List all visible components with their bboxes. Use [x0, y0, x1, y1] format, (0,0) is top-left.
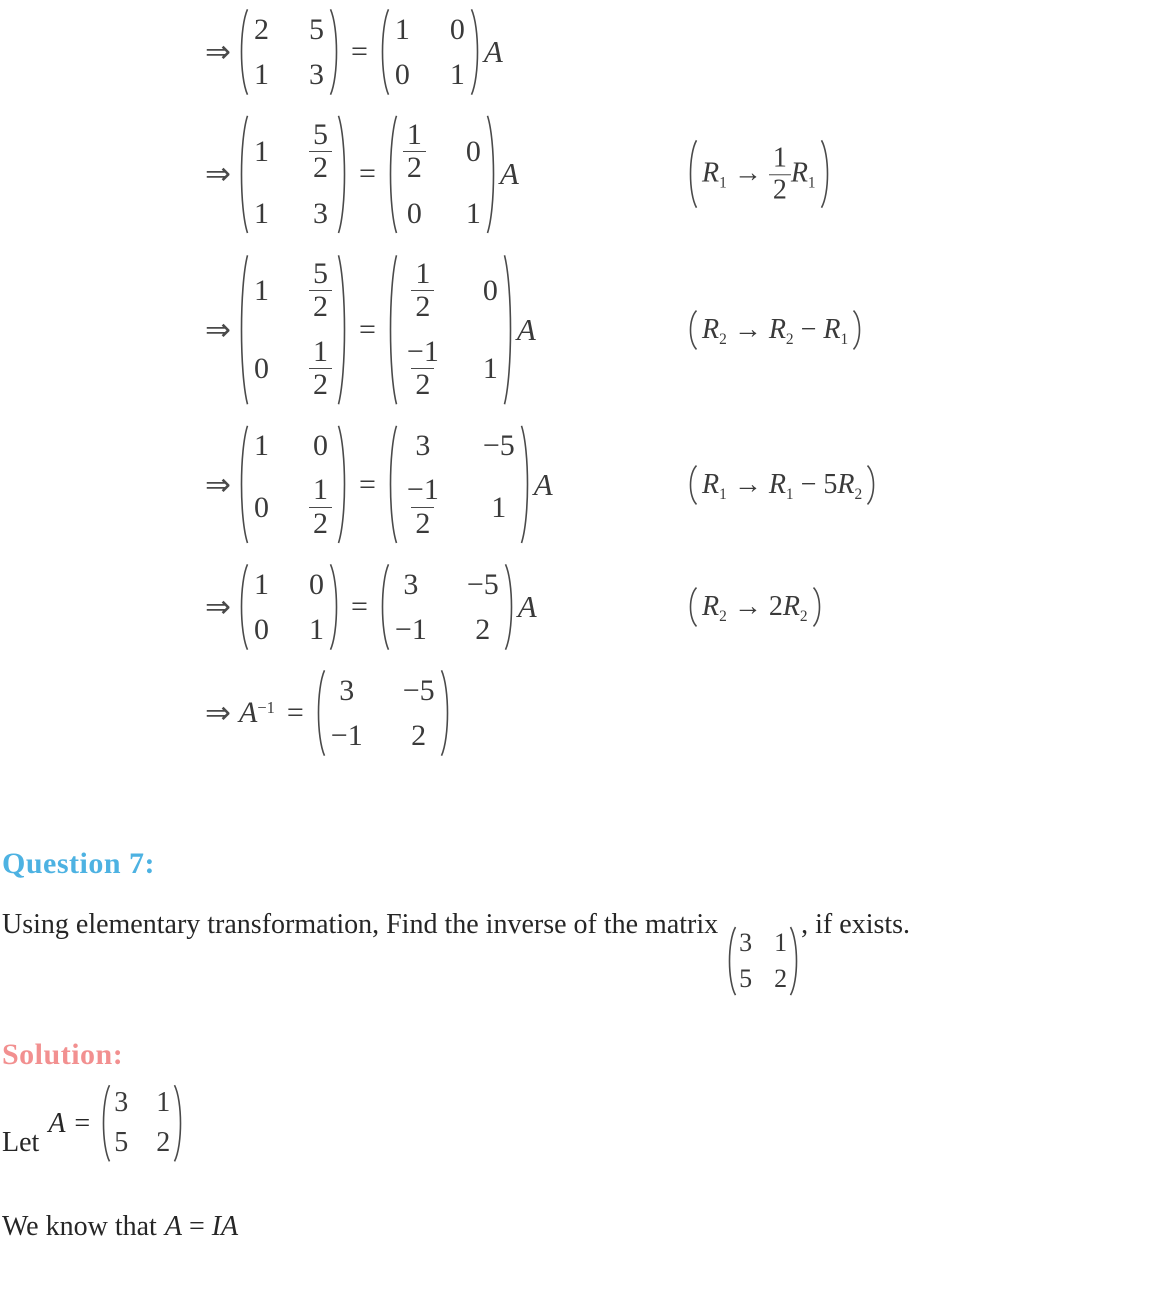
left-paren-icon	[386, 114, 398, 235]
matrix-cell: 3	[415, 429, 431, 463]
fraction-denominator: 2	[309, 290, 332, 323]
matrix-grid	[403, 119, 481, 230]
matrix-cell: 2	[156, 1127, 171, 1159]
right-paren-icon	[337, 114, 349, 235]
subscript: 2	[785, 330, 794, 348]
matrix-cell: 0	[482, 274, 498, 308]
matrix-cell: 1	[253, 568, 269, 602]
fraction	[309, 474, 332, 540]
fraction-numerator: 1	[312, 473, 328, 507]
equation-step-5	[205, 563, 1170, 651]
question-text	[2, 909, 1170, 996]
matrix-cell: 2	[475, 613, 491, 647]
question-text-after: , if exists.	[801, 909, 911, 941]
right-paren-icon	[812, 587, 824, 627]
identity-product: IA	[211, 1210, 239, 1242]
fraction-numerator: −1	[406, 473, 439, 507]
right-paren-icon	[329, 8, 341, 96]
equals-sign: =	[350, 35, 368, 68]
matrix-cell: 0	[253, 351, 269, 385]
token-text: −	[793, 313, 824, 345]
matrix-cell: 0	[308, 568, 324, 602]
equals-sign: =	[358, 312, 376, 346]
token-text: →	[726, 156, 769, 188]
left-paren-icon	[237, 253, 249, 407]
right-paren-icon	[820, 140, 832, 209]
left-paren-icon	[386, 253, 398, 407]
right-paren-icon	[789, 926, 801, 996]
implies-icon: ⇒	[205, 589, 231, 626]
fraction-numerator: 5	[312, 118, 328, 151]
implies-icon: ⇒	[205, 695, 231, 732]
matrix-cell: 1	[491, 490, 507, 524]
right-paren-icon	[504, 563, 516, 651]
variable-a: A	[48, 1107, 66, 1139]
row-operation	[686, 310, 864, 350]
lhs-matrix	[237, 253, 349, 407]
matrix-cell	[309, 336, 332, 402]
matrix-grid	[395, 568, 499, 646]
matrix-cell	[309, 119, 332, 185]
a-inverse-label	[239, 696, 275, 730]
question-text-before: Using elementary transformation, Find the inverse of the matrix	[2, 909, 726, 941]
matrix-cell: 5	[114, 1127, 129, 1159]
definition-matrix	[99, 1084, 185, 1163]
token-text: R	[702, 591, 720, 623]
matrix-a-label: A	[533, 466, 553, 502]
lhs-matrix	[237, 563, 341, 651]
matrix-cell: 0	[394, 58, 410, 91]
row-operation-tokens	[702, 313, 849, 348]
lhs-matrix	[237, 114, 349, 235]
right-paren-icon	[173, 1084, 185, 1163]
rhs-matrix	[386, 114, 498, 235]
matrix-grid	[254, 13, 324, 91]
matrix-a-label: A	[499, 156, 519, 192]
fraction	[309, 336, 332, 402]
implies-icon: ⇒	[205, 311, 231, 348]
implies-icon: ⇒	[205, 156, 231, 193]
left-paren-icon	[686, 140, 698, 209]
token-text: R	[702, 468, 720, 500]
right-paren-icon	[486, 114, 498, 235]
inverse-matrix	[314, 669, 452, 757]
row-operation-tokens	[702, 468, 863, 503]
token-text: R	[702, 313, 720, 345]
implies-icon: ⇒	[205, 34, 231, 70]
subscript: 2	[719, 608, 727, 626]
left-paren-icon	[686, 587, 698, 627]
matrix-grid	[254, 258, 332, 402]
rhs-matrix	[378, 8, 482, 96]
subscript: 1	[840, 330, 849, 348]
matrix-cell: −1	[394, 613, 427, 647]
matrix-cell: 0	[253, 613, 269, 647]
matrix-cell: 0	[406, 196, 422, 230]
matrix-grid	[403, 429, 515, 540]
row-operation	[686, 465, 878, 505]
matrix-cell: 3	[114, 1087, 129, 1119]
equals-sign: =	[188, 1210, 205, 1242]
equals-sign: =	[350, 590, 368, 624]
subscript: 1	[785, 485, 794, 503]
fraction-numerator: 1	[406, 118, 422, 151]
row-operation-tokens	[702, 591, 808, 626]
question-heading: Question 7:	[2, 847, 156, 881]
matrix-cell: 1	[253, 135, 269, 169]
subscript: 2	[719, 330, 727, 348]
equation-step-4	[205, 424, 1170, 545]
matrix-grid	[395, 13, 465, 91]
matrix-cell: 1	[774, 928, 788, 958]
fraction	[411, 258, 434, 324]
variable-a: A	[164, 1210, 182, 1242]
matrix-cell: −5	[466, 568, 499, 602]
matrix-cell: 1	[449, 58, 465, 91]
equals-sign: =	[74, 1107, 91, 1139]
matrix-cell: 1	[394, 13, 410, 46]
left-paren-icon	[725, 926, 737, 996]
subscript: 2	[799, 608, 808, 626]
matrix-cell: −5	[482, 429, 515, 463]
matrix-cell: 2	[253, 13, 269, 46]
matrix-cell: 1	[465, 196, 481, 230]
matrix-cell: 0	[253, 490, 269, 524]
matrix-cell: 1	[253, 274, 269, 308]
token-text: R	[837, 468, 855, 500]
know-prefix: We know that	[2, 1210, 157, 1242]
identity-equation	[165, 1211, 238, 1242]
rhs-matrix	[386, 253, 515, 407]
left-paren-icon	[237, 8, 249, 96]
matrix-cell: 3	[739, 928, 753, 958]
fraction-numerator: 5	[312, 256, 328, 290]
left-paren-icon	[378, 563, 390, 651]
equation-step-6	[205, 669, 1170, 757]
matrix-grid	[114, 1088, 170, 1159]
matrix-grid	[403, 258, 498, 402]
matrix-cell: 0	[449, 13, 465, 46]
matrix-cell: 1	[156, 1087, 171, 1119]
matrix-cell: 3	[403, 568, 419, 602]
right-paren-icon	[440, 669, 452, 757]
right-paren-icon	[337, 424, 349, 545]
fraction-denominator: 2	[309, 368, 332, 401]
fraction	[309, 119, 332, 185]
left-paren-icon	[237, 114, 249, 235]
subscript: 2	[854, 485, 863, 503]
subscript: 1	[719, 173, 727, 191]
implies-icon: ⇒	[205, 466, 231, 503]
matrix-cell: 3	[312, 196, 328, 230]
matrix-cell	[309, 258, 332, 324]
matrix-cell: 2	[411, 719, 427, 753]
row-operation	[686, 587, 824, 627]
fraction	[403, 119, 426, 185]
left-paren-icon	[686, 310, 698, 350]
question-matrix	[725, 926, 801, 996]
lhs-matrix	[237, 424, 349, 545]
matrix-cell: 1	[308, 613, 324, 647]
matrix-cell	[403, 336, 443, 402]
matrix-grid	[254, 429, 332, 540]
equation-step-3	[205, 253, 1170, 407]
inverse-exponent: −1	[257, 698, 275, 718]
token-text: R	[790, 156, 808, 188]
matrix-a-label: A	[517, 589, 537, 625]
fraction	[403, 474, 443, 540]
token-text: R	[702, 156, 720, 188]
token-text: →	[726, 313, 769, 345]
token-text: R	[768, 468, 786, 500]
left-paren-icon	[237, 563, 249, 651]
token-text: →	[726, 468, 769, 500]
left-paren-icon	[386, 424, 398, 545]
matrix-grid	[739, 929, 787, 993]
variable-a: A	[238, 696, 258, 730]
right-paren-icon	[329, 563, 341, 651]
right-paren-icon	[503, 253, 515, 407]
matrix-a-label: A	[516, 311, 536, 347]
fraction-numerator: 1	[415, 256, 431, 290]
rhs-matrix	[378, 563, 516, 651]
subscript: 1	[807, 173, 816, 191]
equation-step-1	[205, 8, 1170, 96]
matrix-cell: 1	[482, 351, 498, 385]
matrix-cell	[309, 474, 332, 540]
we-know-statement	[2, 1211, 1170, 1243]
right-paren-icon	[470, 8, 482, 96]
let-label: Let	[2, 1126, 40, 1158]
matrix-cell: 3	[339, 674, 355, 708]
matrix-cell	[403, 119, 426, 185]
matrix-cell: 1	[253, 58, 269, 91]
matrix-grid	[254, 568, 324, 646]
equation-step-2	[205, 114, 1170, 235]
matrix-cell: 0	[312, 429, 328, 463]
matrix-cell	[403, 474, 443, 540]
matrix-grid	[254, 119, 332, 230]
left-paren-icon	[686, 465, 698, 505]
equals-sign: =	[358, 157, 376, 191]
fraction-denominator: 2	[411, 507, 434, 540]
lhs-matrix	[237, 8, 341, 96]
row-operation-tokens	[702, 142, 816, 205]
matrix-cell: 1	[253, 429, 269, 463]
token-text: R	[823, 313, 841, 345]
matrix-cell: 2	[774, 963, 788, 993]
rhs-matrix	[386, 424, 532, 545]
row-operation	[686, 140, 832, 209]
token-text: R	[782, 591, 800, 623]
matrix-cell: 3	[308, 58, 324, 91]
matrix-a-label: A	[483, 34, 503, 69]
fraction-denominator: 2	[309, 507, 332, 540]
equals-sign: =	[286, 696, 304, 730]
solution-heading: Solution:	[2, 1038, 124, 1072]
matrix-cell: 1	[253, 196, 269, 230]
fraction-denominator: 2	[769, 174, 791, 205]
matrix-grid	[331, 674, 435, 752]
fraction	[309, 258, 332, 324]
matrix-cell: 5	[739, 963, 753, 993]
let-definition	[2, 1084, 185, 1163]
fraction	[403, 336, 443, 402]
left-paren-icon	[99, 1084, 111, 1163]
right-paren-icon	[866, 465, 878, 505]
left-paren-icon	[378, 8, 390, 96]
subscript: 1	[719, 485, 727, 503]
fraction-numerator: 1	[772, 142, 787, 174]
right-paren-icon	[520, 424, 532, 545]
fraction-denominator: 2	[411, 368, 434, 401]
fraction-denominator: 2	[403, 151, 426, 184]
fraction-numerator: 1	[312, 334, 328, 368]
token-text: − 5	[793, 468, 838, 500]
matrix-cell: 0	[465, 135, 481, 169]
left-paren-icon	[237, 424, 249, 545]
right-paren-icon	[852, 310, 864, 350]
fraction-numerator: −1	[406, 334, 439, 368]
right-paren-icon	[337, 253, 349, 407]
matrix-cell: −5	[402, 674, 435, 708]
fraction-denominator: 2	[411, 290, 434, 323]
token-text: R	[768, 313, 786, 345]
left-paren-icon	[314, 669, 326, 757]
matrix-cell: 5	[308, 13, 324, 46]
fraction	[769, 144, 791, 205]
fraction-denominator: 2	[309, 151, 332, 184]
matrix-cell	[411, 258, 434, 324]
matrix-cell: −1	[330, 719, 363, 753]
equals-sign: =	[358, 467, 376, 501]
token-text: → 2	[726, 591, 783, 623]
